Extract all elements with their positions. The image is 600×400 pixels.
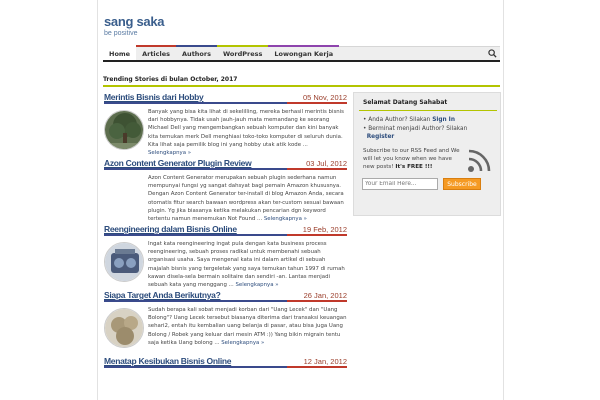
post-item [104,224,347,290]
widget-divider [359,110,497,111]
post-header [104,290,347,302]
post-excerpt-text: Ingat kata reengineering ingat pula dengan kata business process reengineering, sebuah proses radikal untuk membenahi sebuah organisasi usaha. Saya mengenal kata ini dalam artikel di sebuah majalah bisnis yang tergeletak yang saya temukan tahun 1997 di rumah kawan disela-sela bermain solitaire dan sendiri -an. Lantas menjadi sebuah kata yang menggang ... [148,241,345,289]
sign-in-prompt [363,116,499,124]
post-header [104,158,347,170]
subscribe-message: Subscribe to our RSS Feed and We will let you know when we have new posts! [363,148,460,170]
post-title-link[interactable]: Azon Content Generator Plugin Review [104,158,252,168]
post-excerpt [148,240,347,289]
bullet-icon: • [363,126,369,132]
post-thumbnail[interactable] [104,308,144,348]
subscribe-text [363,147,465,171]
post-item [104,290,347,356]
post-title-link[interactable]: Siapa Target Anda Berikutnya? [104,290,221,300]
post-date: 05 Nov, 2012 [302,93,347,102]
post-body [104,240,347,288]
post-title-link[interactable]: Merintis Bisnis dari Hobby [104,92,204,102]
post-header-accent [287,168,347,170]
post-body [104,108,347,156]
nav-item-home[interactable]: Home [103,45,136,60]
read-more-link[interactable]: Selengkapnya » [221,339,265,346]
subscribe-button[interactable]: Subscribe [443,178,481,190]
coins-thumbnail-image [105,309,144,348]
register-prompt [363,125,499,141]
post-excerpt-text: Sudah berapa kali sobat menjadi korban dari "Uang Lecek" dan "Uang Bolong"? Uang Lecek tersebut biasanya diterima dari transaksi keuangan sehari2, entah itu kembalian uang belanja di pasar, atau bisa juga Uang Bolong / Robek yang keluar dari mesin ATM :)) Yang bikin migrain tentu saja ketika Uang bolong ... [148,307,347,346]
nav-item-authors[interactable]: Authors [176,45,217,60]
post-thumbnail[interactable] [104,242,144,282]
nav-item-wordpress[interactable]: WordPress [217,45,268,60]
rss-icon[interactable] [466,146,494,174]
post-excerpt [148,306,347,347]
post-title-link[interactable]: Menatap Kesibukan Bisnis Online [104,356,232,366]
post-item [104,356,347,400]
post-item [104,158,347,224]
sign-in-text: Anda Author? Silakan [368,117,431,123]
post-header-accent [287,300,347,302]
post-excerpt [148,174,347,223]
email-field[interactable] [362,178,438,190]
post-body [104,174,347,222]
post-thumbnail[interactable] [104,110,144,150]
trending-divider [103,85,500,87]
register-text: Berminat menjadi Author? Silakan [368,126,468,132]
post-header [104,356,347,368]
post-body [104,306,347,354]
post-title-link[interactable]: Reengineering dalam Bisnis Online [104,224,237,234]
nav-item-articles[interactable]: Articles [136,45,176,60]
post-header-accent [287,234,347,236]
register-link[interactable]: Register [366,134,395,140]
widget-title: Selamat Datang Sahabat [363,99,448,106]
main-nav [103,46,500,62]
read-more-link[interactable]: Selengkapnya » [148,150,192,157]
post-date: 26 Jan, 2012 [303,291,347,300]
post-header-accent [287,366,347,368]
post-date: 03 Jul, 2012 [306,159,347,168]
welcome-widget [353,92,501,216]
site-title[interactable]: sang saka [104,14,165,29]
search-button[interactable] [488,47,500,60]
post-header [104,224,347,236]
sign-in-link[interactable]: Sign In [432,117,455,123]
site-tagline: be positive [104,30,138,37]
post-date: 12 Jan, 2012 [303,357,347,366]
tree-thumbnail-image [105,111,144,150]
site-logo[interactable] [104,14,164,38]
post-item [104,92,347,158]
post-date: 19 Feb, 2012 [302,225,347,234]
trending-heading: Trending Stories di bulan October, 2017 [103,76,238,83]
post-header-accent [287,102,347,104]
engine-thumbnail-image [105,243,144,282]
subscribe-free: It's FREE !!! [395,164,433,170]
post-list [104,92,347,400]
post-header [104,92,347,104]
read-more-link[interactable]: Selengkapnya » [235,282,279,289]
nav-item-lowongan-kerja[interactable]: Lowongan Kerja [268,45,339,60]
post-excerpt-text: Banyak yang bisa kita lihat di sekelilling, mereka berhasil merintis bisnis dari hobbynya. Tidak usah jauh-jauh mata memandang ke seorang Michael Dell yang mengembangkan sebuah komputer dan kini banyak kita temukan merk Dell menghiasi toko-toko komputer di seluruh dunia. Kita lihat saja pemilik blog ini yang hobby utak atik kode ... [148,109,344,148]
site-wrapper [97,0,504,400]
search-icon [488,49,497,58]
bullet-icon: • [363,117,369,123]
post-excerpt-text: Azon Content Generator merupakan sebuah plugin sederhana namun mempunyai fungsi yg sangat dahsyat bagi pemain Amazon khususnya. Dengan Azon Content Generator ter-install di blog Amazon Anda, secara otomatis fitur search bawaan wordpress akan ter-custom sesuai bawaan plugin. Yg jika biasanya ketika melakukan pencarian dgn keyword tertentu namun menemukan Not Found ... [148,175,344,223]
post-excerpt [148,108,347,157]
read-more-link[interactable]: Selengkapnya » [263,216,307,223]
